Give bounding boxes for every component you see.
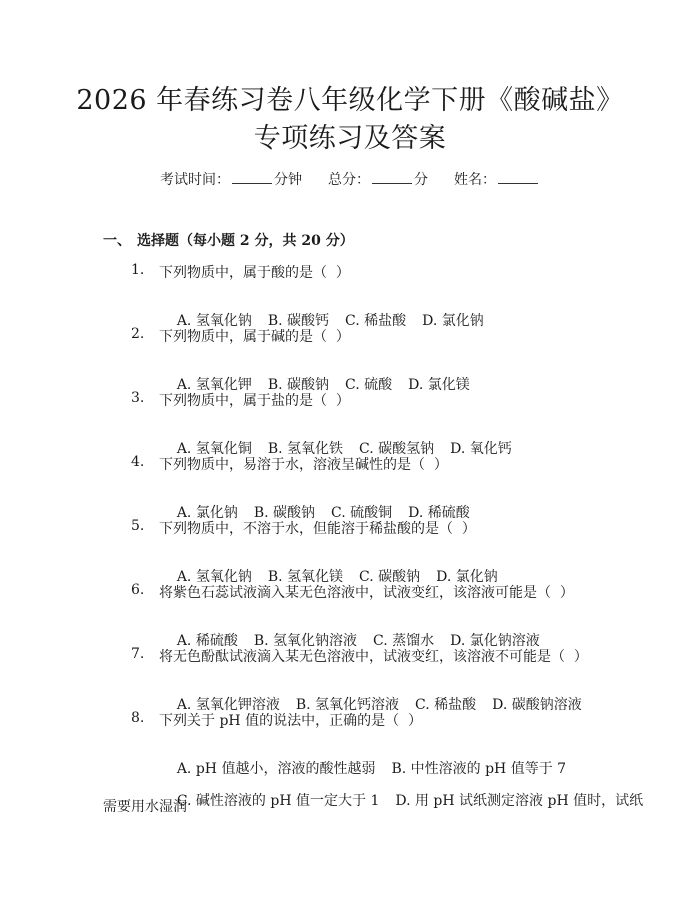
question-number: 3.: [131, 390, 145, 406]
question-number: 4.: [131, 454, 145, 470]
section-title: 选择题（每小题 2 分，共 20 分）: [137, 233, 354, 249]
option: C. 硫酸铜: [331, 505, 393, 521]
question-text: 下列物质中，易溶于水，溶液呈碱性的是（ ）: [159, 457, 448, 473]
option: D. 稀硫酸: [408, 505, 470, 521]
question-options: [159, 774, 643, 826]
option: B. 氢氧化钠溶液: [253, 633, 358, 649]
time-unit: 分钟: [274, 172, 302, 188]
document-title-line2: 专项练习及答案: [253, 123, 447, 154]
option: D. 氧化钙: [450, 441, 512, 457]
question-text: 下列物质中，属于酸的是（ ）: [159, 265, 350, 281]
exam-meta: [0, 169, 700, 189]
option: D. 氯化钠: [422, 313, 484, 329]
question-text: 将无色酚酞试液滴入某无色溶液中，试液变红，该溶液不可能是（ ）: [159, 649, 588, 665]
option: D. 氯化镁: [408, 377, 470, 393]
option: D. 氯化钠溶液: [450, 633, 540, 649]
question-text: 将紫色石蕊试液滴入某无色溶液中，试液变红，该溶液可能是（ ）: [159, 585, 574, 601]
time-blank: [232, 171, 272, 184]
option: A. 氢氧化铜: [176, 441, 252, 457]
option: C. 蒸馏水: [373, 633, 435, 649]
option: B. 碳酸钠: [253, 505, 316, 521]
option: A. 氢氧化钾溶液: [176, 697, 280, 713]
option: A. 氢氧化钠: [176, 569, 252, 585]
option: B. 氢氧化钙溶液: [295, 697, 400, 713]
question-number: 6.: [131, 582, 145, 598]
question-number: 7.: [131, 646, 145, 662]
name-blank: [498, 171, 538, 184]
time-label: 考试时间：: [160, 172, 230, 188]
document-title-line1: 2026 年春练习卷八年级化学下册《酸碱盐》: [76, 85, 624, 116]
option-wrap-text: 需要用水湿润: [103, 799, 187, 815]
question-number: 5.: [131, 518, 145, 534]
option: B. 碳酸钙: [267, 313, 330, 329]
option: D. 氯化钠: [436, 569, 498, 585]
question-number: 2.: [131, 326, 145, 342]
option: B. 碳酸钠: [267, 377, 330, 393]
section-number: 一、: [103, 233, 131, 249]
question-text: 下列物质中，不溶于水，但能溶于稀盐酸的是（ ）: [159, 521, 476, 537]
option: A. 氯化钠: [176, 505, 238, 521]
option: B. 氢氧化铁: [267, 441, 344, 457]
option: C. 碳酸钠: [359, 569, 421, 585]
question-number: 1.: [131, 262, 145, 278]
option: C. 稀盐酸: [345, 313, 407, 329]
option: A. 氢氧化钠: [176, 313, 252, 329]
score-unit: 分: [414, 172, 428, 188]
option: D. 用 pH 试纸测定溶液 pH 值时，试纸: [395, 793, 644, 809]
option: C. 稀盐酸: [415, 697, 477, 713]
option: D. 碳酸钠溶液: [492, 697, 582, 713]
option: A. pH 值越小，溶液的酸性越弱: [176, 761, 376, 777]
option: B. 中性溶液的 pH 值等于 7: [391, 761, 567, 777]
question-number: 8.: [131, 710, 145, 726]
option: C. 碳酸氢钠: [359, 441, 435, 457]
option: A. 氢氧化钾: [176, 377, 252, 393]
option: A. 稀硫酸: [176, 633, 238, 649]
section-heading: [103, 230, 354, 250]
option: C. 硫酸: [345, 377, 393, 393]
score-label: 总分：: [328, 172, 370, 188]
question-text: 下列物质中，属于盐的是（ ）: [159, 393, 350, 409]
option: B. 氢氧化镁: [267, 569, 344, 585]
option: C. 碱性溶液的 pH 值一定大于 1: [176, 793, 380, 809]
question-text: 下列关于 pH 值的说法中，正确的是（ ）: [159, 713, 422, 729]
score-blank: [372, 171, 412, 184]
name-label: 姓名：: [454, 172, 496, 188]
question-text: 下列物质中，属于碱的是（ ）: [159, 329, 350, 345]
